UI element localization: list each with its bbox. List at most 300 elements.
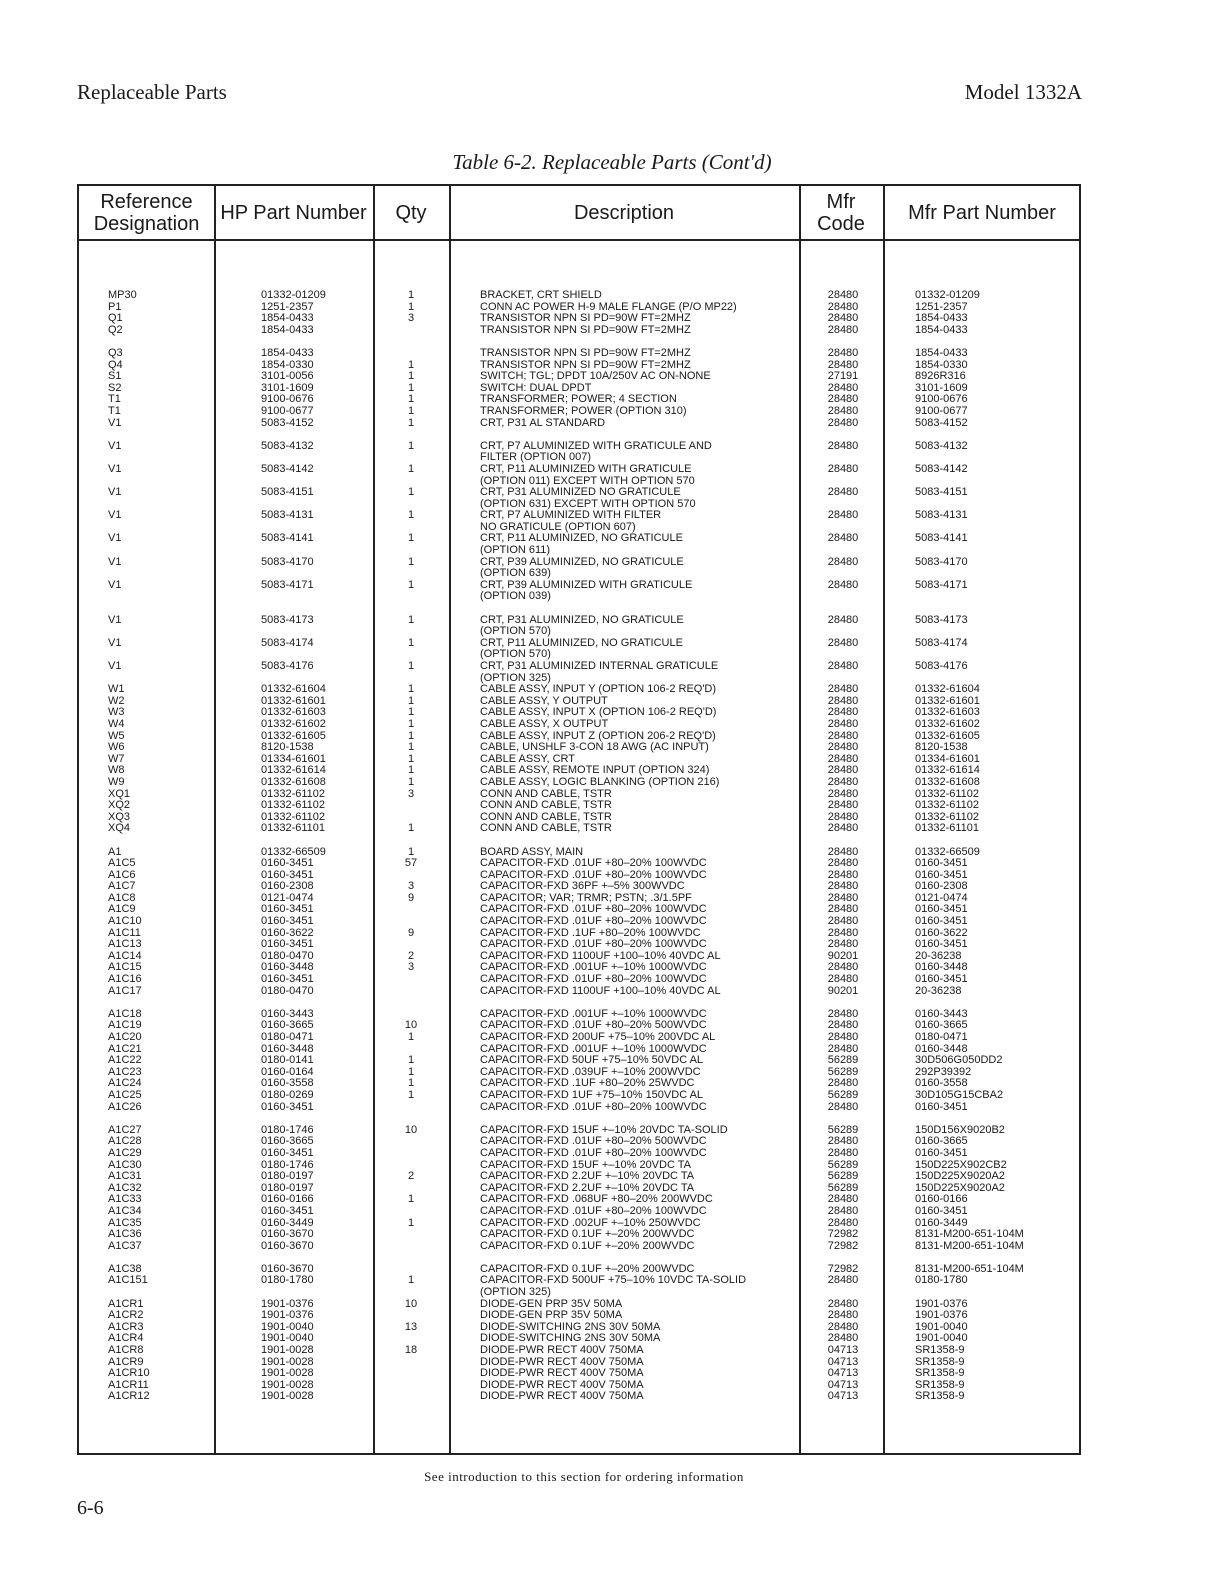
table-caption: Table 6-2. Replaceable Parts (Cont'd) xyxy=(452,150,772,174)
cell-description: TRANSFORMER; POWER; 4 SECTION xyxy=(480,393,677,406)
table-row xyxy=(79,661,1083,673)
table-row xyxy=(79,348,1083,360)
cell-ref-designation: A1C29 xyxy=(108,1146,142,1159)
cell-mfr-code: 04713 xyxy=(827,1344,859,1357)
cell-description: (OPTION 570) xyxy=(480,648,551,661)
cell-qty: 1 xyxy=(407,775,415,788)
cell-mfr-code: 28480 xyxy=(827,903,859,916)
cell-qty: 3 xyxy=(407,787,415,800)
cell-ref-designation: A1C14 xyxy=(108,949,142,962)
cell-hp-part-number: 0160-3451 xyxy=(261,857,314,870)
cell-qty: 1 xyxy=(407,717,415,730)
table-row xyxy=(79,1171,1083,1183)
table-row xyxy=(79,986,1083,998)
cell-description: DIODE-SWITCHING 2NS 30V 50MA xyxy=(480,1320,661,1333)
cell-ref-designation: W2 xyxy=(108,694,125,707)
cell-description: CAPACITOR-FXD 2.2UF +–10% 20VDC TA xyxy=(480,1170,695,1183)
cell-mfr-code: 56289 xyxy=(827,1158,859,1171)
cell-ref-designation: A1C7 xyxy=(108,880,136,893)
cell-description: DIODE-PWR RECT 400V 750MA xyxy=(480,1390,644,1403)
cell-hp-part-number: 1854-0433 xyxy=(261,323,314,336)
cell-ref-designation: W9 xyxy=(108,775,125,788)
cell-hp-part-number: 1854-0330 xyxy=(261,358,314,371)
cell-description: CAPACITOR-FXD .01UF +80–20% 100WVDC xyxy=(480,903,707,916)
cell-mfr-code: 28480 xyxy=(827,764,859,777)
cell-qty: 1 xyxy=(407,741,415,754)
cell-mfr-code: 28480 xyxy=(827,938,859,951)
cell-mfr-code: 28480 xyxy=(827,915,859,928)
cell-mfr-part-number: 1854-0433 xyxy=(915,323,968,336)
cell-mfr-code: 28480 xyxy=(827,660,859,672)
cell-ref-designation: XQ2 xyxy=(108,799,131,812)
cell-description: CAPACITOR-FXD 1100UF +100–10% 40VDC AL xyxy=(480,984,721,997)
cell-mfr-code: 28480 xyxy=(827,462,859,475)
header-mfr-part-number: Mfr Part Number xyxy=(908,201,1056,224)
cell-description: CAPACITOR-FXD .01UF +80–20% 500WVDC xyxy=(480,1019,707,1032)
cell-description: CAPACITOR-FXD .1UF +80–20% 25WVDC xyxy=(480,1077,695,1090)
cell-description: CAPACITOR-FXD .1UF +80–20% 100WVDC xyxy=(480,926,701,939)
cell-description: CRT, P39 ALUMINIZED WITH GRATICULE xyxy=(480,578,693,591)
cell-mfr-code: 28480 xyxy=(827,775,859,788)
cell-description: CRT, P7 ALUMINIZED WITH GRATICULE AND xyxy=(480,439,712,452)
cell-ref-designation: A1C33 xyxy=(108,1193,142,1206)
cell-qty: 9 xyxy=(407,926,415,939)
cell-description: TRANSISTOR NPN SI PD=90W FT=2MHZ xyxy=(480,312,691,325)
cell-qty: 1 xyxy=(407,845,415,858)
cell-mfr-code: 28480 xyxy=(827,555,859,568)
cell-mfr-part-number: 01332-61614 xyxy=(915,764,980,777)
cell-qty: 1 xyxy=(407,729,415,742)
cell-hp-part-number: 0160-3449 xyxy=(261,1216,314,1229)
cell-hp-part-number: 5083-4141 xyxy=(261,532,314,545)
cell-mfr-part-number: 1251-2357 xyxy=(915,300,968,313)
cell-mfr-code: 28480 xyxy=(827,845,859,858)
cell-description: CAPACITOR-FXD 15UF +–10% 20VDC TA-SOLID xyxy=(480,1123,728,1136)
cell-hp-part-number: 0160-3622 xyxy=(261,926,314,939)
cell-mfr-part-number: 01332-61603 xyxy=(915,706,980,719)
table-row xyxy=(79,591,1083,603)
cell-qty: 1 xyxy=(407,486,415,499)
cell-description: CRT, P31 ALUMINIZED NO GRATICULE xyxy=(480,486,681,499)
cell-ref-designation: Q1 xyxy=(108,312,123,325)
cell-description: CAPACITOR-FXD .01UF +80–20% 100WVDC xyxy=(480,1146,707,1159)
table-row xyxy=(79,1345,1083,1357)
cell-ref-designation: A1CR2 xyxy=(108,1309,144,1322)
cell-qty: 10 xyxy=(404,1297,418,1310)
cell-ref-designation: A1C21 xyxy=(108,1042,142,1055)
cell-description: CAPACITOR-FXD .01UF +80–20% 100WVDC xyxy=(480,1204,707,1217)
cell-mfr-code: 28480 xyxy=(827,613,859,626)
cell-ref-designation: Q3 xyxy=(108,346,123,359)
cell-mfr-code: 28480 xyxy=(827,706,859,719)
cell-mfr-code: 04713 xyxy=(827,1355,859,1368)
cell-qty: 1 xyxy=(407,462,415,475)
cell-hp-part-number: 0180-0197 xyxy=(261,1170,314,1183)
cell-mfr-part-number: 0121-0474 xyxy=(915,891,968,904)
cell-description: CAPACITOR-FXD .039UF +–10% 200WVDC xyxy=(480,1065,701,1078)
cell-hp-part-number: 0160-3448 xyxy=(261,1042,314,1055)
cell-hp-part-number: 01332-61102 xyxy=(261,787,326,800)
cell-mfr-part-number: 01332-61604 xyxy=(915,683,980,696)
cell-description: CAPACITOR-FXD 15UF +–10% 20VDC TA xyxy=(480,1158,692,1171)
cell-hp-part-number: 01332-61101 xyxy=(261,822,326,835)
cell-hp-part-number: 0180-0470 xyxy=(261,984,314,997)
cell-description: CAPACITOR-FXD 1UF +75–10% 150VDC AL xyxy=(480,1088,704,1101)
cell-description: (OPTION 631) EXCEPT WITH OPTION 570 xyxy=(480,497,696,510)
cell-description: BOARD ASSY, MAIN xyxy=(480,845,584,858)
cell-qty: 57 xyxy=(404,857,418,870)
cell-mfr-part-number: 0160-3451 xyxy=(915,1100,968,1113)
cell-mfr-code: 28480 xyxy=(827,729,859,742)
cell-mfr-part-number: SR1358-9 xyxy=(915,1367,965,1380)
cell-mfr-part-number: 0160-3451 xyxy=(915,1146,968,1159)
cell-mfr-part-number: 5083-4141 xyxy=(915,532,968,545)
cell-mfr-code: 56289 xyxy=(827,1123,859,1136)
table-row xyxy=(79,406,1083,418)
cell-mfr-code: 28480 xyxy=(827,1216,859,1229)
cell-qty: 1 xyxy=(407,381,415,394)
cell-ref-designation: A1C22 xyxy=(108,1054,142,1067)
cell-mfr-part-number: 8131-M200-651-104M xyxy=(915,1239,1024,1252)
cell-ref-designation: A1C11 xyxy=(108,926,141,939)
cell-description: FILTER (OPTION 007) xyxy=(480,451,592,464)
cell-description: CABLE ASSY, Y OUTPUT xyxy=(480,694,608,707)
cell-description: (OPTION 011) EXCEPT WITH OPTION 570 xyxy=(480,474,695,487)
cell-qty: 1 xyxy=(407,1065,415,1078)
cell-ref-designation: A1C23 xyxy=(108,1065,142,1078)
cell-hp-part-number: 0160-3448 xyxy=(261,961,314,974)
cell-description: CAPACITOR-FXD .001UF +–10% 1000WVDC xyxy=(480,1042,707,1055)
cell-mfr-code: 28480 xyxy=(827,683,859,696)
group-spacer xyxy=(79,603,1083,615)
cell-hp-part-number: 01332-61608 xyxy=(261,775,326,788)
cell-hp-part-number: 5083-4171 xyxy=(261,578,314,591)
cell-hp-part-number: 0160-2308 xyxy=(261,880,314,893)
cell-mfr-code: 28480 xyxy=(827,1077,859,1090)
cell-mfr-code: 28480 xyxy=(827,880,859,893)
cell-ref-designation: A1C18 xyxy=(108,1007,142,1020)
cell-hp-part-number: 5083-4176 xyxy=(261,660,314,672)
cell-mfr-part-number: SR1358-9 xyxy=(915,1355,965,1368)
cell-ref-designation: A1C37 xyxy=(108,1239,142,1252)
cell-ref-designation: V1 xyxy=(108,660,122,672)
table-row xyxy=(79,823,1083,835)
table-row xyxy=(79,1102,1083,1114)
cell-mfr-part-number: 0160-3451 xyxy=(915,1204,968,1217)
cell-hp-part-number: 0180-1780 xyxy=(261,1274,314,1287)
table-row xyxy=(79,742,1083,754)
cell-mfr-part-number: 8131-M200-651-104M xyxy=(915,1262,1024,1275)
cell-mfr-code: 28480 xyxy=(827,822,859,835)
cell-qty: 1 xyxy=(407,1193,415,1206)
cell-mfr-code: 28480 xyxy=(827,636,859,649)
cell-description: TRANSISTOR NPN SI PD=90W FT=2MHZ xyxy=(480,358,691,371)
cell-description: (OPTION 639) xyxy=(480,567,551,580)
cell-qty: 1 xyxy=(407,1088,415,1101)
cell-qty: 1 xyxy=(407,764,415,777)
cell-qty: 13 xyxy=(404,1320,418,1333)
cell-mfr-part-number: 01332-61102 xyxy=(915,810,980,823)
cell-ref-designation: MP30 xyxy=(108,289,137,301)
cell-mfr-code: 28480 xyxy=(827,1146,859,1159)
cell-mfr-part-number: 9100-0677 xyxy=(915,404,968,417)
cell-mfr-part-number: 0160-2308 xyxy=(915,880,968,893)
cell-mfr-part-number: 1901-0376 xyxy=(915,1297,968,1310)
table-row xyxy=(79,777,1083,789)
cell-qty: 9 xyxy=(407,891,415,904)
cell-mfr-code: 28480 xyxy=(827,1135,859,1148)
cell-mfr-code: 56289 xyxy=(827,1170,859,1183)
cell-mfr-code: 28480 xyxy=(827,694,859,707)
cell-mfr-part-number: 3101-1609 xyxy=(915,381,968,394)
cell-qty: 1 xyxy=(407,289,415,301)
cell-description: CAPACITOR-FXD .01UF +80–20% 100WVDC xyxy=(480,857,707,870)
cell-qty: 1 xyxy=(407,636,415,649)
cell-description: DIODE-SWITCHING 2NS 30V 50MA xyxy=(480,1332,661,1345)
cell-mfr-part-number: 01332-61602 xyxy=(915,717,980,730)
cell-description: CONN AC POWER H-9 MALE FLANGE (P/O MP22) xyxy=(480,300,737,313)
cell-ref-designation: W8 xyxy=(108,764,125,777)
cell-description: DIODE-PWR RECT 400V 750MA xyxy=(480,1344,644,1357)
cell-ref-designation: A1C6 xyxy=(108,868,136,881)
cell-mfr-code: 28480 xyxy=(827,1320,859,1333)
cell-description: (OPTION 570) xyxy=(480,625,551,638)
table-row xyxy=(79,557,1083,569)
table-row xyxy=(79,1148,1083,1160)
cell-ref-designation: A1CR8 xyxy=(108,1344,144,1357)
cell-description: CRT, P39 ALUMINIZED, NO GRATICULE xyxy=(480,555,684,568)
cell-description: CAPACITOR-FXD .068UF +80–20% 200WVDC xyxy=(480,1193,713,1206)
cell-hp-part-number: 0160-3451 xyxy=(261,1100,314,1113)
cell-hp-part-number: 5083-4131 xyxy=(261,509,314,522)
cell-description: CONN AND CABLE, TSTR xyxy=(480,822,612,835)
cell-hp-part-number: 01332-01209 xyxy=(261,289,326,301)
cell-qty: 1 xyxy=(407,1274,415,1287)
cell-mfr-code: 28480 xyxy=(827,358,859,371)
cell-mfr-code: 56289 xyxy=(827,1065,859,1078)
cell-description: CABLE ASSY, INPUT Z (OPTION 206-2 REQ'D) xyxy=(480,729,716,742)
header-hp-part-number: HP Part Number xyxy=(220,201,367,224)
cell-mfr-part-number: 01334-61601 xyxy=(915,752,980,765)
cell-mfr-part-number: 01332-61101 xyxy=(915,822,980,835)
cell-description: CABLE ASSY, LOGIC BLANKING (OPTION 216) xyxy=(480,775,720,788)
page-number: 6-6 xyxy=(77,1497,104,1519)
cell-mfr-part-number: SR1358-9 xyxy=(915,1390,965,1403)
cell-ref-designation: A1CR10 xyxy=(108,1367,150,1380)
cell-mfr-part-number: 5083-4131 xyxy=(915,509,968,522)
cell-mfr-part-number: 5083-4173 xyxy=(915,613,968,626)
cell-description: DIODE-GEN PRP 35V 50MA xyxy=(480,1297,623,1310)
cell-qty: 1 xyxy=(407,613,415,626)
cell-mfr-code: 28480 xyxy=(827,416,859,429)
cell-ref-designation: A1C9 xyxy=(108,903,136,916)
cell-mfr-part-number: 0160-3622 xyxy=(915,926,968,939)
cell-mfr-code: 28480 xyxy=(827,799,859,812)
cell-mfr-code: 72982 xyxy=(827,1228,859,1241)
cell-ref-designation: A1CR11 xyxy=(108,1378,149,1391)
header-reference-designation: Reference Designation xyxy=(93,190,200,235)
cell-hp-part-number: 5083-4152 xyxy=(261,416,314,429)
cell-mfr-part-number: 5083-4176 xyxy=(915,660,968,672)
cell-hp-part-number: 1901-0028 xyxy=(261,1344,314,1357)
cell-ref-designation: A1 xyxy=(108,845,122,858)
cell-hp-part-number: 01332-61605 xyxy=(261,729,326,742)
cell-mfr-code: 28480 xyxy=(827,1274,859,1287)
cell-ref-designation: V1 xyxy=(108,462,122,475)
cell-mfr-part-number: 0160-0166 xyxy=(915,1193,968,1206)
cell-hp-part-number: 01332-66509 xyxy=(261,845,326,858)
cell-hp-part-number: 0160-3558 xyxy=(261,1077,314,1090)
cell-hp-part-number: 9100-0676 xyxy=(261,393,314,406)
cell-qty: 1 xyxy=(407,300,415,313)
cell-description: CAPACITOR-FXD 500UF +75–10% 10VDC TA-SOLID xyxy=(480,1274,747,1287)
cell-hp-part-number: 1901-0376 xyxy=(261,1309,314,1322)
header-mfr-code: Mfr Code xyxy=(817,190,865,235)
cell-hp-part-number: 0160-3451 xyxy=(261,1146,314,1159)
cell-qty: 1 xyxy=(407,532,415,545)
cell-ref-designation: A1C8 xyxy=(108,891,136,904)
cell-hp-part-number: 0180-0141 xyxy=(261,1054,314,1067)
cell-hp-part-number: 5083-4142 xyxy=(261,462,314,475)
cell-mfr-code: 28480 xyxy=(827,1042,859,1055)
cell-description: CAPACITOR-FXD .01UF +80–20% 100WVDC xyxy=(480,868,707,881)
cell-ref-designation: A1C38 xyxy=(108,1262,142,1275)
cell-ref-designation: Q4 xyxy=(108,358,123,371)
cell-ref-designation: A1C16 xyxy=(108,973,142,986)
cell-ref-designation: A1C30 xyxy=(108,1158,142,1171)
cell-ref-designation: A1CR3 xyxy=(108,1320,144,1333)
cell-description: CAPACITOR-FXD .01UF +80–20% 500WVDC xyxy=(480,1135,707,1148)
cell-ref-designation: A1C28 xyxy=(108,1135,142,1148)
cell-description: CRT, P31 ALUMINIZED INTERNAL GRATICULE xyxy=(480,660,719,672)
cell-description: CABLE ASSY, INPUT X (OPTION 106-2 REQ'D) xyxy=(480,706,717,719)
cell-description: CRT, P11 ALUMINIZED, NO GRATICULE xyxy=(480,636,683,649)
table-row xyxy=(79,1032,1083,1044)
cell-qty: 1 xyxy=(407,404,415,417)
cell-description: CAPACITOR; VAR; TRMR; PSTN; .3/1.5PF xyxy=(480,891,692,904)
cell-qty: 10 xyxy=(404,1019,418,1032)
cell-mfr-code: 28480 xyxy=(827,1019,859,1032)
cell-ref-designation: W5 xyxy=(108,729,125,742)
cell-hp-part-number: 5083-4151 xyxy=(261,486,314,499)
cell-mfr-part-number: 8131-M200-651-104M xyxy=(915,1228,1024,1241)
cell-mfr-code: 56289 xyxy=(827,1054,859,1067)
cell-mfr-part-number: 0180-1780 xyxy=(915,1274,968,1287)
cell-description: DIODE-GEN PRP 35V 50MA xyxy=(480,1309,623,1322)
cell-qty: 1 xyxy=(407,416,415,429)
cell-qty: 2 xyxy=(407,949,415,962)
cell-description: CAPACITOR-FXD .01UF +80–20% 100WVDC xyxy=(480,973,707,986)
cell-mfr-code: 28480 xyxy=(827,1309,859,1322)
cell-ref-designation: XQ1 xyxy=(108,787,131,800)
cell-mfr-part-number: 30D506G050DD2 xyxy=(915,1054,1003,1067)
table-row xyxy=(79,916,1083,928)
table-row xyxy=(79,858,1083,870)
table-row xyxy=(79,1229,1083,1241)
cell-hp-part-number: 0160-3451 xyxy=(261,903,314,916)
cell-qty: 1 xyxy=(407,1216,415,1229)
cell-description: CAPACITOR-FXD .01UF +80–20% 100WVDC xyxy=(480,938,707,951)
cell-mfr-code: 28480 xyxy=(827,1297,859,1310)
cell-mfr-part-number: 01332-61608 xyxy=(915,775,980,788)
cell-description: NO GRATICULE (OPTION 607) xyxy=(480,520,636,533)
cell-ref-designation: A1C27 xyxy=(108,1123,142,1136)
cell-hp-part-number: 3101-0056 xyxy=(261,370,314,383)
cell-mfr-part-number: 5083-4151 xyxy=(915,486,968,499)
cell-ref-designation: A1C13 xyxy=(108,938,142,951)
table-row xyxy=(79,464,1083,476)
cell-mfr-code: 28480 xyxy=(827,1031,859,1043)
cell-qty: 1 xyxy=(407,358,415,371)
cell-description: CAPACITOR-FXD 2.2UF +–10% 20VDC TA xyxy=(480,1181,695,1194)
cell-mfr-part-number: 0160-3665 xyxy=(915,1135,968,1148)
cell-hp-part-number: 1901-0040 xyxy=(261,1320,314,1333)
cell-description: CONN AND CABLE, TSTR xyxy=(480,799,612,812)
table-row xyxy=(79,580,1083,592)
cell-qty: 3 xyxy=(407,961,415,974)
cell-description: DIODE-PWR RECT 400V 750MA xyxy=(480,1355,644,1368)
cell-ref-designation: W1 xyxy=(108,683,125,696)
table-row xyxy=(79,545,1083,557)
cell-mfr-part-number: 1854-0433 xyxy=(915,312,968,325)
table-row xyxy=(79,800,1083,812)
cell-ref-designation: A1C20 xyxy=(108,1031,142,1043)
cell-mfr-part-number: 0160-3449 xyxy=(915,1216,968,1229)
cell-description: CABLE ASSY, CRT xyxy=(480,752,575,765)
cell-description: TRANSISTOR NPN SI PD=90W FT=2MHZ xyxy=(480,346,691,359)
cell-mfr-code: 28480 xyxy=(827,741,859,754)
cell-mfr-code: 28480 xyxy=(827,532,859,545)
cell-ref-designation: A1CR12 xyxy=(108,1390,150,1403)
cell-ref-designation: A1C31 xyxy=(108,1170,142,1183)
cell-hp-part-number: 1901-0040 xyxy=(261,1332,314,1345)
header-description: Description xyxy=(573,201,675,224)
cell-description: CRT, P31 ALUMINIZED, NO GRATICULE xyxy=(480,613,684,626)
cell-qty: 1 xyxy=(407,1054,415,1067)
cell-description: CABLE, UNSHLF 3-CON 18 AWG (AC INPUT) xyxy=(480,741,709,754)
cell-qty: 1 xyxy=(407,822,415,835)
parts-table xyxy=(77,184,1081,1455)
cell-hp-part-number: 01332-61102 xyxy=(261,810,326,823)
cell-qty: 1 xyxy=(407,660,415,672)
cell-mfr-part-number: 0160-3443 xyxy=(915,1007,968,1020)
cell-mfr-code: 28480 xyxy=(827,509,859,522)
cell-mfr-code: 28480 xyxy=(827,404,859,417)
cell-mfr-part-number: 5083-4152 xyxy=(915,416,968,429)
cell-mfr-code: 90201 xyxy=(827,949,859,962)
cell-mfr-part-number: 0160-3451 xyxy=(915,973,968,986)
cell-description: CAPACITOR-FXD 0.1UF +–20% 200WVDC xyxy=(480,1239,695,1252)
cell-qty: 1 xyxy=(407,694,415,707)
cell-qty: 1 xyxy=(407,393,415,406)
cell-hp-part-number: 0180-0197 xyxy=(261,1181,314,1194)
cell-mfr-part-number: 150D225X9020A2 xyxy=(915,1170,1005,1183)
cell-mfr-code: 72982 xyxy=(827,1262,859,1275)
cell-hp-part-number: 0160-3665 xyxy=(261,1019,314,1032)
model-title: Model 1332A xyxy=(964,80,1082,104)
cell-hp-part-number: 1854-0433 xyxy=(261,346,314,359)
group-spacer xyxy=(79,1113,1083,1125)
table-row xyxy=(79,1275,1083,1287)
cell-qty: 1 xyxy=(407,706,415,719)
cell-qty: 10 xyxy=(404,1123,418,1136)
cell-mfr-code: 56289 xyxy=(827,1088,859,1101)
cell-hp-part-number: 0160-3670 xyxy=(261,1262,314,1275)
cell-mfr-code: 72982 xyxy=(827,1239,859,1252)
cell-hp-part-number: 8120-1538 xyxy=(261,741,314,754)
cell-mfr-code: 28480 xyxy=(827,323,859,336)
cell-mfr-code: 56289 xyxy=(827,1181,859,1194)
